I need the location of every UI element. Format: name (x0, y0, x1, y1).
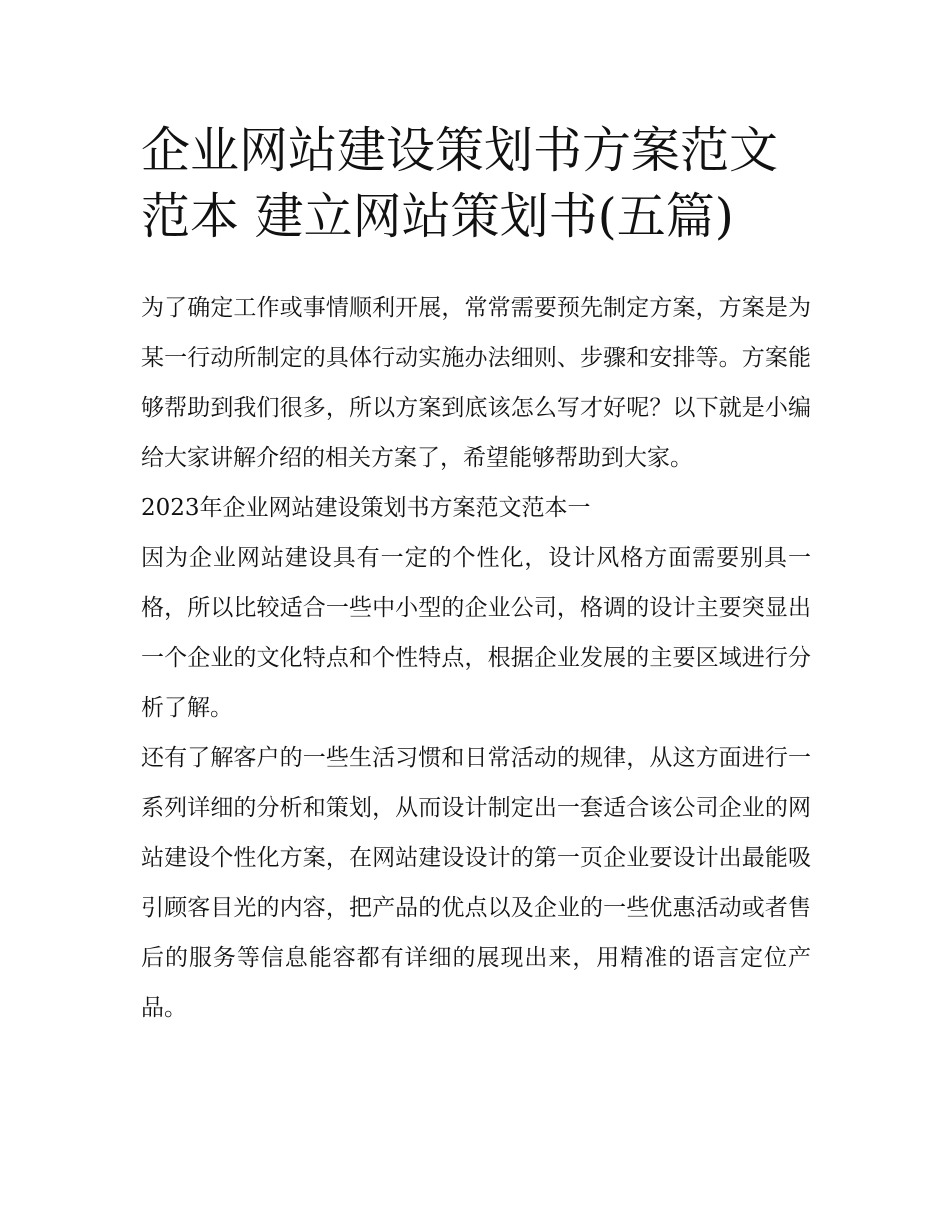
document-body (141, 283, 811, 1033)
body-paragraph-1: 因为企业网站建设具有一定的个性化，设计风格方面需要别具一格，所以比较适合一些中小型的企业公司，格调的设计主要突显出一个企业的文化特点和个性特点，根据企业发展的主要区域进行分析了解。 (141, 545, 811, 721)
intro-paragraph: 为了确定工作或事情顺利开展，常常需要预先制定方案，方案是为某一行动所制定的具体行动实施办法细则、步骤和安排等。方案能够帮助到我们很多，所以方案到底该怎么写才好呢？以下就是小编给大家讲解介绍的相关方案了，希望能够帮助到大家。 (141, 295, 811, 471)
document-title (141, 118, 811, 250)
section-heading: 2023年企业网站建设策划书方案范文范本一 (141, 495, 591, 521)
title-line-2: 范本 建立网站策划书(五篇) (141, 188, 734, 245)
title-line-1: 企业网站建设策划书方案范文 (141, 122, 779, 179)
document-content (141, 118, 811, 1033)
body-paragraph-2: 还有了解客户的一些生活习惯和日常活动的规律，从这方面进行一系列详细的分析和策划，从而设计制定出一套适合该公司企业的网站建设个性化方案，在网站建设设计的第一页企业要设计出最能吸引顾客目光的内容，把产品的优点以及企业的一些优惠活动或者售后的服务等信息能容都有详细的展现出来，用精准的语言定位产品。 (141, 745, 811, 1021)
